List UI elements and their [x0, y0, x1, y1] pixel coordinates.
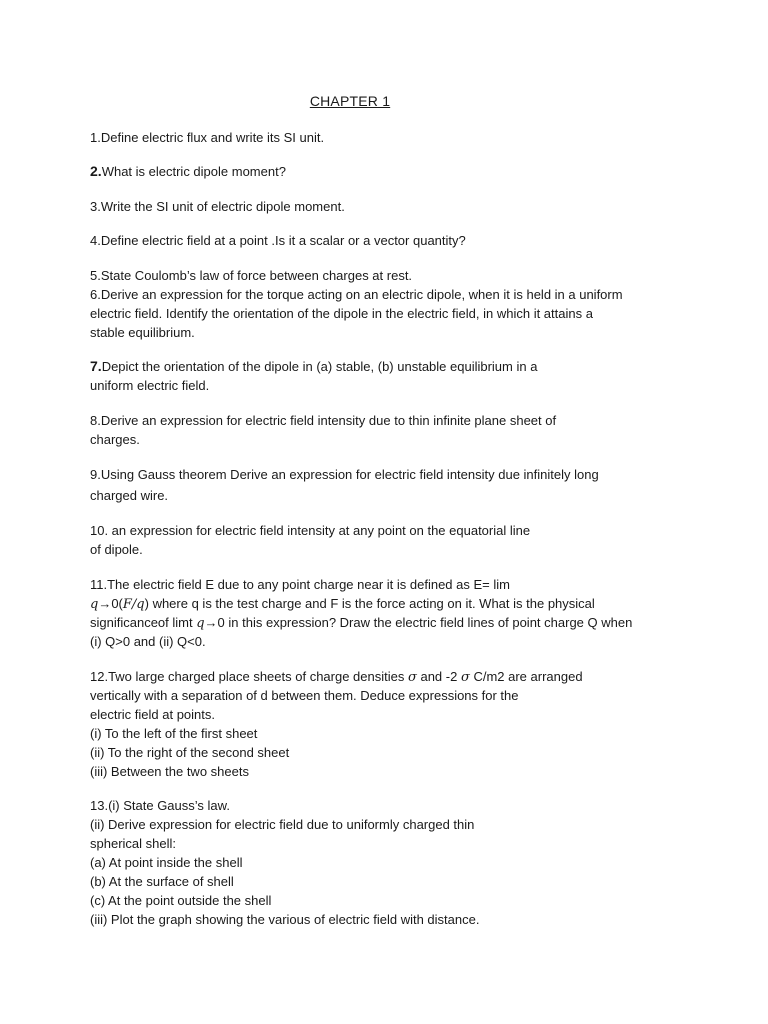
- question-line: [90, 613, 632, 632]
- question-line: 4.Define electric field at a point .Is it a scalar or a vector quantity?: [90, 233, 466, 248]
- text-run: C/m2 are arranged: [469, 669, 583, 684]
- question-line: (ii) Derive expression for electric field due to uniformly charged thin: [90, 817, 475, 832]
- question-line: 5.State Coulomb’s law of force between charges at rest.: [90, 268, 413, 283]
- question-line: (iii) Plot the graph showing the various of electric field with distance.: [90, 912, 480, 927]
- question-3: [90, 197, 345, 216]
- question-text: Depict the orientation of the dipole in (a) stable, (b) unstable equilibrium in a: [101, 359, 538, 374]
- question-4: [90, 231, 466, 250]
- text-run: ) where q is the test charge and F is the force acting on it. What is the physical: [144, 596, 595, 611]
- question-line: uniform electric field.: [90, 378, 210, 393]
- question-line: [90, 667, 583, 686]
- question-line: [90, 162, 286, 181]
- question-line: 11.The electric field E due to any point charge near it is defined as E= lim: [90, 577, 510, 592]
- question-line: (i) To the left of the first sheet: [90, 726, 258, 741]
- question-line: [90, 594, 632, 613]
- question-line: 6.Derive an expression for the torque acting on an electric dipole, when it is held in a uniform: [90, 287, 623, 302]
- question-line: electric field. Identify the orientation of the dipole in the electric field, in which it attains a: [90, 306, 593, 321]
- question-line: 8.Derive an expression for electric field intensity due to thin infinite plane sheet of: [90, 413, 557, 428]
- question-text: What is electric dipole moment?: [101, 164, 286, 179]
- question-line: stable equilibrium.: [90, 325, 195, 340]
- question-5: [90, 266, 412, 285]
- question-line: of dipole.: [90, 542, 143, 557]
- math-q: q: [90, 597, 99, 612]
- question-1: [90, 128, 324, 147]
- question-line: electric field at points.: [90, 707, 216, 722]
- text-run: →0 in this expression? Draw the electric field lines of point charge Q when: [204, 615, 633, 630]
- question-10: [90, 521, 530, 559]
- question-6: [90, 285, 623, 342]
- question-line: [90, 357, 537, 376]
- math-sigma: σ: [460, 670, 470, 685]
- text-run: →0(: [98, 596, 123, 611]
- question-8: [90, 411, 556, 449]
- question-7: [90, 357, 537, 395]
- question-12: [90, 667, 583, 781]
- question-9: [90, 465, 599, 505]
- math-f-over-q: F/q: [122, 597, 145, 612]
- question-line: (ii) To the right of the second sheet: [90, 745, 290, 760]
- question-line: charged wire.: [90, 488, 169, 503]
- question-line: 1.Define electric flux and write its SI unit.: [90, 130, 325, 145]
- question-2: [90, 162, 286, 181]
- math-q: q: [196, 616, 205, 631]
- question-line: (b) At the surface of shell: [90, 874, 234, 889]
- question-13: [90, 796, 479, 929]
- chapter-title: CHAPTER 1: [309, 93, 391, 109]
- question-line: 10. an expression for electric field intensity at any point on the equatorial line: [90, 523, 531, 538]
- question-line: (iii) Between the two sheets: [90, 764, 249, 779]
- math-sigma: σ: [407, 670, 417, 685]
- text-run: 12.Two large charged place sheets of charge densities: [90, 669, 408, 684]
- question-line: 13.(i) State Gauss’s law.: [90, 798, 230, 813]
- question-line: (i) Q>0 and (ii) Q<0.: [90, 634, 206, 649]
- question-line: charges.: [90, 432, 140, 447]
- question-line: 9.Using Gauss theorem Derive an expression for electric field intensity due infinitely long: [90, 467, 599, 482]
- question-line: (a) At point inside the shell: [90, 855, 243, 870]
- question-line: spherical shell:: [90, 836, 176, 851]
- question-11: [90, 575, 632, 651]
- question-line: 3.Write the SI unit of electric dipole moment.: [90, 199, 345, 214]
- text-run: and -2: [416, 669, 461, 684]
- question-number: 2.: [90, 163, 102, 179]
- question-line: vertically with a separation of d between them. Deduce expressions for the: [90, 688, 519, 703]
- question-line: (c) At the point outside the shell: [90, 893, 272, 908]
- question-number: 7.: [90, 358, 102, 374]
- text-run: significanceof limt: [90, 615, 197, 630]
